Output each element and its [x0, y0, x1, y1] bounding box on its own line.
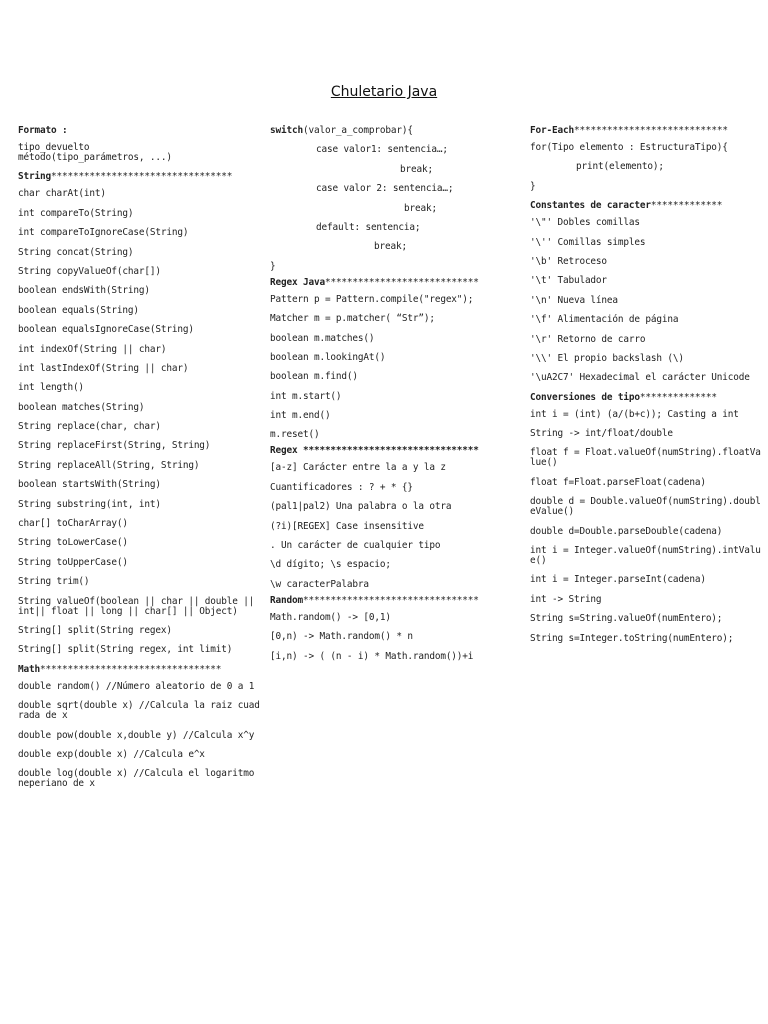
conversion-line: double d=Double.parseDouble(cadena)	[530, 525, 723, 537]
conversion-line: String s=Integer.toString(numEntero);	[530, 632, 734, 644]
regex-java-label: Regex Java	[270, 276, 325, 288]
string-heading-label: String	[18, 171, 51, 183]
string-heading	[18, 172, 262, 182]
conversion-line: float f=Float.parseFloat(cadena)	[530, 476, 706, 488]
string-method: int indexOf(String || char)	[18, 343, 167, 355]
regex-line: Cuantificadores : ? + * {}	[270, 481, 413, 493]
constants-label: Constantes de caracter	[530, 200, 651, 212]
regex-java-stars: ****************************	[324, 276, 479, 288]
string-method: String toUpperCase()	[18, 556, 128, 568]
string-method: String toLowerCase()	[18, 537, 128, 549]
conversions-heading	[530, 393, 764, 403]
math-heading-stars: *********************************	[39, 663, 222, 675]
conversion-line: double d = Double.valueOf(numString).doubleValue()	[530, 496, 761, 518]
math-method: double pow(double x,double y) //Calcula x^y	[18, 729, 255, 741]
string-method: String trim()	[18, 576, 90, 588]
math-method: double log(double x) //Calcula el logaritmo neperiano de x	[18, 768, 260, 790]
random-label: Random	[270, 594, 303, 606]
switch-line: }	[270, 260, 276, 272]
foreach-line: for(Tipo elemento : EstructuraTipo){	[530, 142, 728, 153]
foreach-line: }	[530, 180, 536, 192]
constant-line: '\n' Nueva línea	[530, 294, 618, 306]
math-method: double exp(double x) //Calcula e^x	[18, 748, 205, 760]
constant-line: '\b' Retroceso	[530, 255, 607, 267]
string-method: String replaceFirst(String, String)	[18, 440, 211, 452]
column-middle	[270, 126, 514, 671]
math-method: double random() //Número aleatorio de 0 a 1	[18, 680, 255, 692]
switch-keyword: switch	[270, 125, 303, 136]
regex-line: \d dígito; \s espacio;	[270, 559, 391, 571]
math-heading	[18, 665, 262, 675]
regex-java-line: int m.start()	[270, 390, 342, 402]
switch-line: case valor1: sentencia…;	[316, 144, 448, 156]
constant-line: '\uA2C7' Hexadecimal el carácter Unicode	[530, 372, 750, 384]
conversion-line: int i = (int) (a/(b+c)); Casting a int	[530, 408, 739, 420]
conversion-line: int i = Integer.parseInt(cadena)	[530, 574, 706, 586]
formato-line: método(tipo_parámetros, ...)	[18, 152, 172, 163]
page-title: Chuletario Java	[330, 84, 438, 100]
constant-line: '\\' El propio backslash (\)	[530, 352, 684, 364]
foreach-stars: ****************************	[573, 125, 728, 136]
random-line: [0,n) -> Math.random() * n	[270, 631, 413, 643]
random-stars: ********************************	[302, 594, 479, 606]
math-method: double sqrt(double x) //Calcula la raiz cuadrada de x	[18, 700, 260, 722]
string-method: String concat(String)	[18, 246, 134, 258]
formato-heading: Formato :	[18, 125, 68, 136]
constant-line: '\'' Comillas simples	[530, 236, 646, 248]
string-method: boolean startsWith(String)	[18, 479, 161, 491]
constants-stars: *************	[650, 200, 723, 212]
constant-line: '\t' Tabulador	[530, 275, 607, 287]
string-method: boolean equalsIgnoreCase(String)	[18, 324, 194, 336]
regex-line: . Un carácter de cualquier tipo	[270, 540, 441, 552]
string-method: boolean endsWith(String)	[18, 285, 150, 297]
foreach-line: print(elemento);	[576, 161, 664, 173]
switch-line: break;	[374, 241, 407, 253]
random-line: Math.random() -> [0,1)	[270, 611, 391, 623]
string-method: boolean matches(String)	[18, 401, 145, 413]
formato-line: tipo_devuelto	[18, 142, 90, 153]
regex-java-line: boolean m.matches()	[270, 332, 375, 344]
switch-line: break;	[400, 163, 433, 175]
regex-java-heading	[270, 278, 514, 288]
string-method: char charAt(int)	[18, 188, 106, 200]
constant-line: '\r' Retorno de carro	[530, 333, 646, 345]
regex-line: \w caracterPalabra	[270, 578, 369, 590]
regex-line: (pal1|pal2) Una palabra o la otra	[270, 501, 452, 513]
string-heading-stars: *********************************	[50, 171, 233, 183]
column-left	[18, 126, 262, 799]
regex-line: (?i)[REGEX] Case insensitive	[270, 520, 424, 532]
switch-heading	[270, 126, 514, 136]
regex-java-line: boolean m.lookingAt()	[270, 351, 386, 363]
string-method: String[] split(String regex, int limit)	[18, 644, 233, 656]
conversion-line: int i = Integer.valueOf(numString).intValue()	[530, 545, 761, 567]
switch-line: case valor 2: sentencia…;	[316, 183, 454, 195]
string-method: String replaceAll(String, String)	[18, 459, 200, 471]
string-method: String substring(int, int)	[18, 498, 161, 510]
string-method: int compareToIgnoreCase(String)	[18, 227, 189, 239]
conversions-stars: **************	[639, 391, 717, 403]
string-method: int lastIndexOf(String || char)	[18, 362, 189, 374]
regex-java-line: Matcher m = p.matcher( “Str”);	[270, 313, 435, 325]
foreach-heading	[530, 126, 764, 136]
regex-line: [a-z] Carácter entre la a y la z	[270, 462, 446, 474]
regex-java-line: m.reset()	[270, 429, 320, 441]
conversion-line: String s=String.valueOf(numEntero);	[530, 613, 723, 625]
switch-argument: (valor_a_comprobar){	[302, 125, 413, 136]
string-method: String[] split(String regex)	[18, 624, 172, 636]
conversions-label: Conversiones de tipo	[530, 391, 640, 403]
string-method: String replace(char, char)	[18, 421, 161, 433]
random-line: [i,n) -> ( (n - i) * Math.random())+i	[270, 650, 474, 662]
constant-line: '\"' Dobles comillas	[530, 217, 640, 229]
regex-java-line: boolean m.find()	[270, 371, 358, 383]
switch-line: default: sentencia;	[316, 221, 421, 233]
string-method: int compareTo(String)	[18, 207, 134, 219]
constant-line: '\f' Alimentación de página	[530, 314, 679, 326]
string-method: char[] toCharArray()	[18, 518, 128, 530]
math-heading-label: Math	[18, 663, 40, 675]
conversion-line: float f = Float.valueOf(numString).floatValue()	[530, 447, 761, 469]
foreach-label: For-Each	[530, 125, 574, 136]
conversion-line: String -> int/float/double	[530, 428, 673, 440]
random-heading	[270, 596, 514, 606]
regex-java-line: Pattern p = Pattern.compile("regex");	[270, 293, 474, 305]
string-method: int length()	[18, 382, 84, 394]
column-right	[530, 126, 764, 653]
regex-heading: Regex ********************************	[270, 445, 479, 457]
constants-heading	[530, 201, 764, 211]
string-method: boolean equals(String)	[18, 304, 139, 316]
string-method: String valueOf(boolean || char || double || int|| float || long || char[] || Object)	[18, 595, 260, 617]
string-method: String copyValueOf(char[])	[18, 265, 161, 277]
conversion-line: int -> String	[530, 593, 602, 605]
switch-line: break;	[404, 202, 437, 214]
regex-java-line: int m.end()	[270, 410, 331, 422]
